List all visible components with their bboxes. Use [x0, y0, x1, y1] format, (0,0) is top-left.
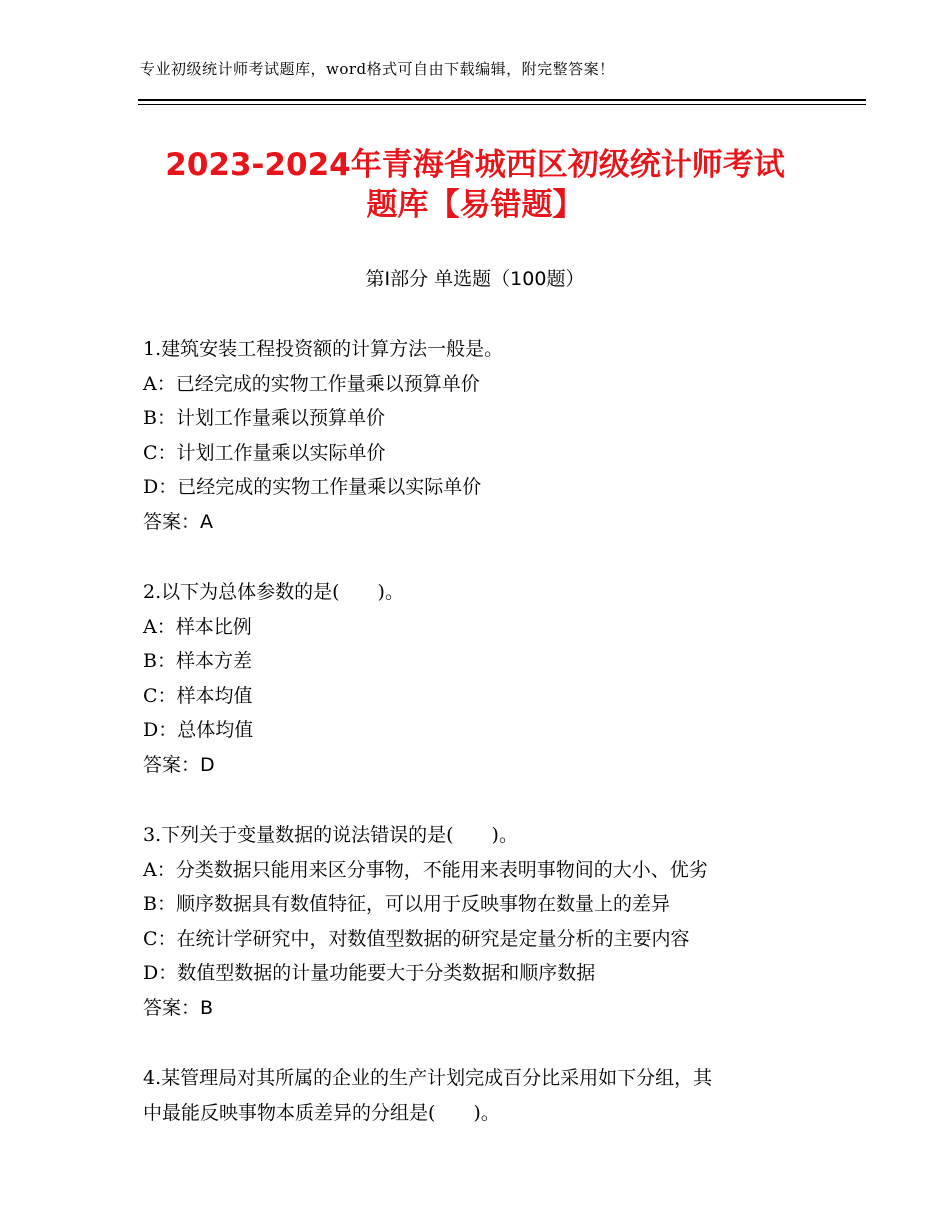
section-heading: 第Ⅰ部分 单选题（100题） [365, 268, 585, 290]
question-list [143, 332, 803, 1166]
option-c: C：计划工作量乘以实际单价 [143, 441, 386, 464]
option-a: A：已经完成的实物工作量乘以预算单价 [143, 372, 480, 395]
option-c: C：在统计学研究中，对数值型数据的研究是定量分析的主要内容 [143, 927, 690, 950]
question-4 [143, 1061, 803, 1130]
option-d: D：已经完成的实物工作量乘以实际单价 [143, 476, 482, 498]
option-c: C：样本均值 [143, 684, 253, 707]
title-line-1: 2023-2024年青海省城西区初级统计师考试 [165, 147, 785, 183]
option-d: D：总体均值 [143, 719, 254, 741]
question-stem: 3.下列关于变量数据的说法错误的是( )。 [143, 824, 518, 846]
question-stem: 2.以下为总体参数的是( )。 [143, 581, 404, 603]
option-a: A：样本比例 [143, 615, 252, 638]
question-2 [143, 575, 803, 782]
answer: 答案：D [143, 753, 215, 776]
question-3 [143, 818, 803, 1025]
header-rule-thick [138, 99, 866, 101]
answer: 答案：A [143, 510, 213, 533]
header-rule-thin [138, 104, 866, 105]
answer: 答案：B [143, 996, 214, 1019]
option-b: B：顺序数据具有数值特征，可以用于反映事物在数量上的差异 [143, 893, 670, 915]
question-stem-line-1: 4.某管理局对其所属的企业的生产计划完成百分比采用如下分组，其 [143, 1067, 713, 1089]
question-stem-line-2: 中最能反映事物本质差异的分组是( )。 [143, 1101, 500, 1124]
question-stem: 1.建筑安装工程投资额的计算方法一般是。 [143, 338, 504, 360]
document-title [140, 145, 810, 225]
option-b: B：计划工作量乘以预算单价 [143, 407, 385, 429]
option-a: A：分类数据只能用来区分事物，不能用来表明事物间的大小、优劣 [143, 858, 708, 881]
question-1 [143, 332, 803, 539]
option-b: B：样本方差 [143, 650, 252, 672]
option-d: D：数值型数据的计量功能要大于分类数据和顺序数据 [143, 962, 596, 984]
header-note: 专业初级统计师考试题库，word格式可自由下载编辑，附完整答案！ [140, 60, 615, 78]
title-line-2: 题库【易错题】 [366, 187, 584, 223]
